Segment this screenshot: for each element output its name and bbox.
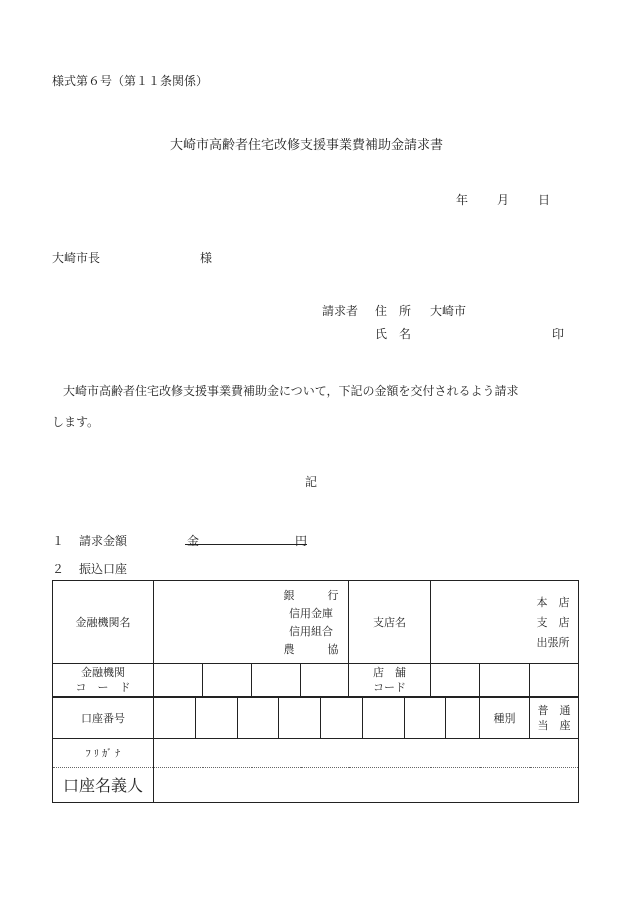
furigana-label: ﾌ ﾘ ｶﾞ ﾅ [53,738,154,767]
branch-code-label-line-1: 店 舗 [373,665,406,679]
name-label: 氏 名 [375,327,412,341]
ki-heading: 記 [305,475,318,489]
branch-type-list [534,594,572,650]
item2-number: ２ [52,562,65,576]
bank-account-table [52,580,579,803]
branch-code-cell-3 [530,664,579,697]
branch-code-cell-1 [431,664,480,697]
bank-type-credit-union: 信用組合 [289,625,333,638]
item1-label: 請求金額 [79,534,128,548]
account-holder-label: 口座名義人 [53,767,154,802]
bank-code-label-line-1: 金融機関 [81,665,125,679]
address-label: 住 所 [375,304,412,318]
branch-type-sub-office: 出張所 [536,636,570,649]
account-digit-cell [279,698,321,738]
document-title: 大崎市高齢者住宅改修支援事業費補助金請求書 [170,138,444,153]
account-type-ordinary: 普 通 [537,703,571,717]
bank-type-agri-coop: 農 協 [283,643,339,656]
account-type-current: 当 座 [537,718,571,732]
account-digit-cell [321,698,363,738]
date-year: 年 [456,193,469,207]
account-digit-cell [405,698,447,738]
seal-mark: 印 [552,327,565,341]
bank-code-cell-1 [154,664,203,697]
account-number-row [53,697,579,739]
bank-code-cell-4 [301,664,349,697]
branch-type-branch: 支 店 [536,616,570,629]
date-month: 月 [497,193,510,207]
bank-type-shinkin: 信用金庫 [289,607,333,620]
account-type-options [530,697,579,739]
branch-name-field [431,581,579,664]
addressee-honorific: 様 [200,251,213,265]
form-number: 様式第６号（第１１条関係） [52,74,209,88]
bank-type-list [280,587,342,657]
bank-code-label [53,664,154,697]
amount-line [185,544,307,545]
addressee-name: 大崎市長 [52,251,101,265]
branch-type-main: 本 店 [536,596,570,609]
amount-suffix: 円 [295,534,308,548]
requester-label: 請求者 [322,304,359,318]
account-digit-cell [363,698,405,738]
account-digit-cell [238,698,280,738]
branch-name-label: 支店名 [349,581,431,664]
bank-code-label-line-2: コ ー ド [75,680,131,694]
body-text-line-2: します。 [52,415,100,429]
account-digit-cell [154,698,196,738]
branch-code-label-line-2: コード [373,680,406,694]
account-digit-cell [196,698,238,738]
account-holder-row [53,767,579,802]
branch-code-cell-2 [480,664,530,697]
branch-code-label [349,664,431,697]
bank-name-row [53,581,579,664]
address-value: 大崎市 [430,304,467,318]
amount-prefix: 金 [187,534,200,548]
item2-label: 振込口座 [79,562,128,576]
account-number-label: 口座番号 [53,697,154,739]
date-day: 日 [538,193,551,207]
bank-name-label: 金融機関名 [53,581,154,664]
account-digit-spacer [446,698,479,738]
item1-number: １ [52,534,65,548]
bank-name-field [154,581,349,664]
bank-type-bank: 銀 行 [283,589,339,602]
furigana-field [154,738,579,767]
account-type-label: 種別 [480,697,530,739]
bank-code-cell-2 [203,664,252,697]
furigana-row [53,738,579,767]
code-row [53,664,579,697]
account-number-digits [154,697,480,739]
account-holder-field [154,767,579,802]
bank-code-cell-3 [252,664,301,697]
body-text-line-1: 大崎市高齢者住宅改修支援事業費補助金について，下記の金額を交付されるよう請求 [63,384,519,398]
